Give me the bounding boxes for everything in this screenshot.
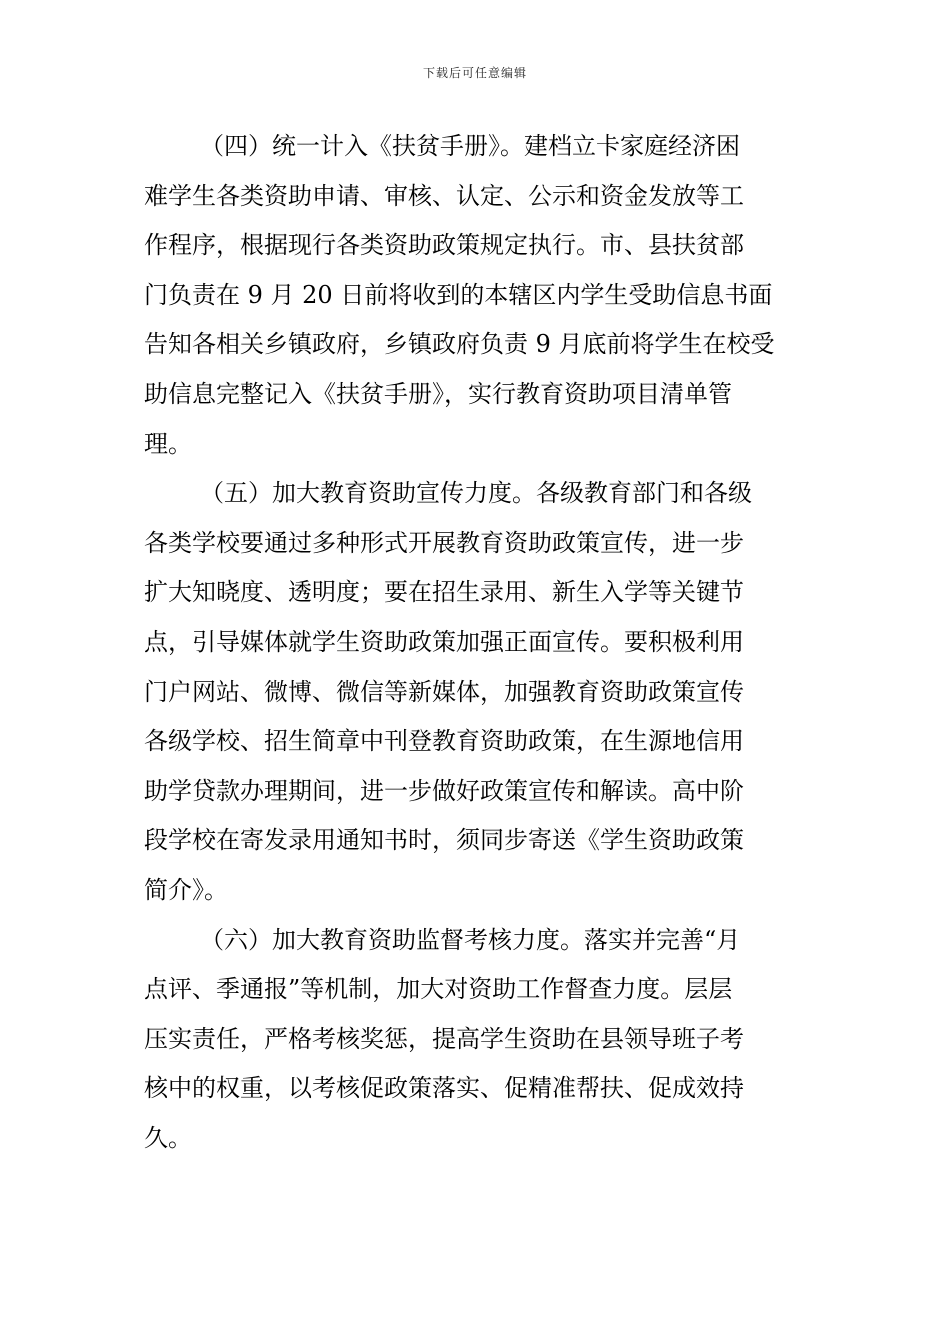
paragraph-line: 段学校在寄发录用通知书时，须同步寄送《学生资助政策 bbox=[144, 826, 744, 855]
paragraph-line: 压实责任，严格考核奖惩，提高学生资助在县领导班子考 bbox=[144, 1024, 744, 1053]
paragraph-line: 作程序，根据现行各类资助政策规定执行。市、县扶贫部 bbox=[144, 231, 744, 260]
paragraph-line: （六）加大教育资助监督考核力度。落实并完善“月 bbox=[200, 925, 741, 954]
paragraph-line: （五）加大教育资助宣传力度。各级教育部门和各级 bbox=[200, 479, 752, 508]
paragraph-line: 理。 bbox=[144, 429, 192, 458]
paragraph-line: 核中的权重，以考核促政策落实、促精准帮扶、促成效持 bbox=[144, 1074, 744, 1103]
paragraph-6 bbox=[144, 916, 812, 1164]
paragraph-line: 各级学校、招生简章中刊登教育资助政策，在生源地信用 bbox=[144, 727, 744, 756]
document-body bbox=[144, 122, 812, 1163]
paragraph-line: 助信息完整记入《扶贫手册》，实行教育资助项目清单管 bbox=[144, 379, 732, 408]
paragraph-5 bbox=[144, 469, 812, 915]
paragraph-line: 扩大知晓度、透明度；要在招生录用、新生入学等关键节 bbox=[144, 578, 744, 607]
paragraph-line: 难学生各类资助申请、审核、认定、公示和资金发放等工 bbox=[144, 181, 744, 210]
paragraph-4 bbox=[144, 122, 812, 469]
paragraph-line: 门户网站、微博、微信等新媒体，加强教育资助政策宣传 bbox=[144, 677, 744, 706]
paragraph-line: 点，引导媒体就学生资助政策加强正面宣传。要积极利用 bbox=[144, 627, 744, 656]
paragraph-line: 点评、季通报”等机制，加大对资助工作督查力度。层层 bbox=[144, 975, 733, 1004]
paragraph-line: 助学贷款办理期间，进一步做好政策宣传和解读。高中阶 bbox=[144, 776, 744, 805]
paragraph-line: 门负责在 9 月 20 日前将收到的本辖区内学生受助信息书面 bbox=[144, 280, 773, 309]
paragraph-line: （四）统一计入《扶贫手册》。建档立卡家庭经济困 bbox=[200, 132, 740, 160]
paragraph-line: 简介》。 bbox=[144, 875, 228, 904]
paragraph-line: 告知各相关乡镇政府，乡镇政府负责 9 月底前将学生在校受 bbox=[144, 330, 775, 359]
paragraph-line: 久。 bbox=[144, 1123, 192, 1152]
paragraph-line: 各类学校要通过多种形式开展教育资助政策宣传，进一步 bbox=[144, 528, 744, 557]
header-note: 下载后可任意编辑 bbox=[422, 66, 527, 80]
